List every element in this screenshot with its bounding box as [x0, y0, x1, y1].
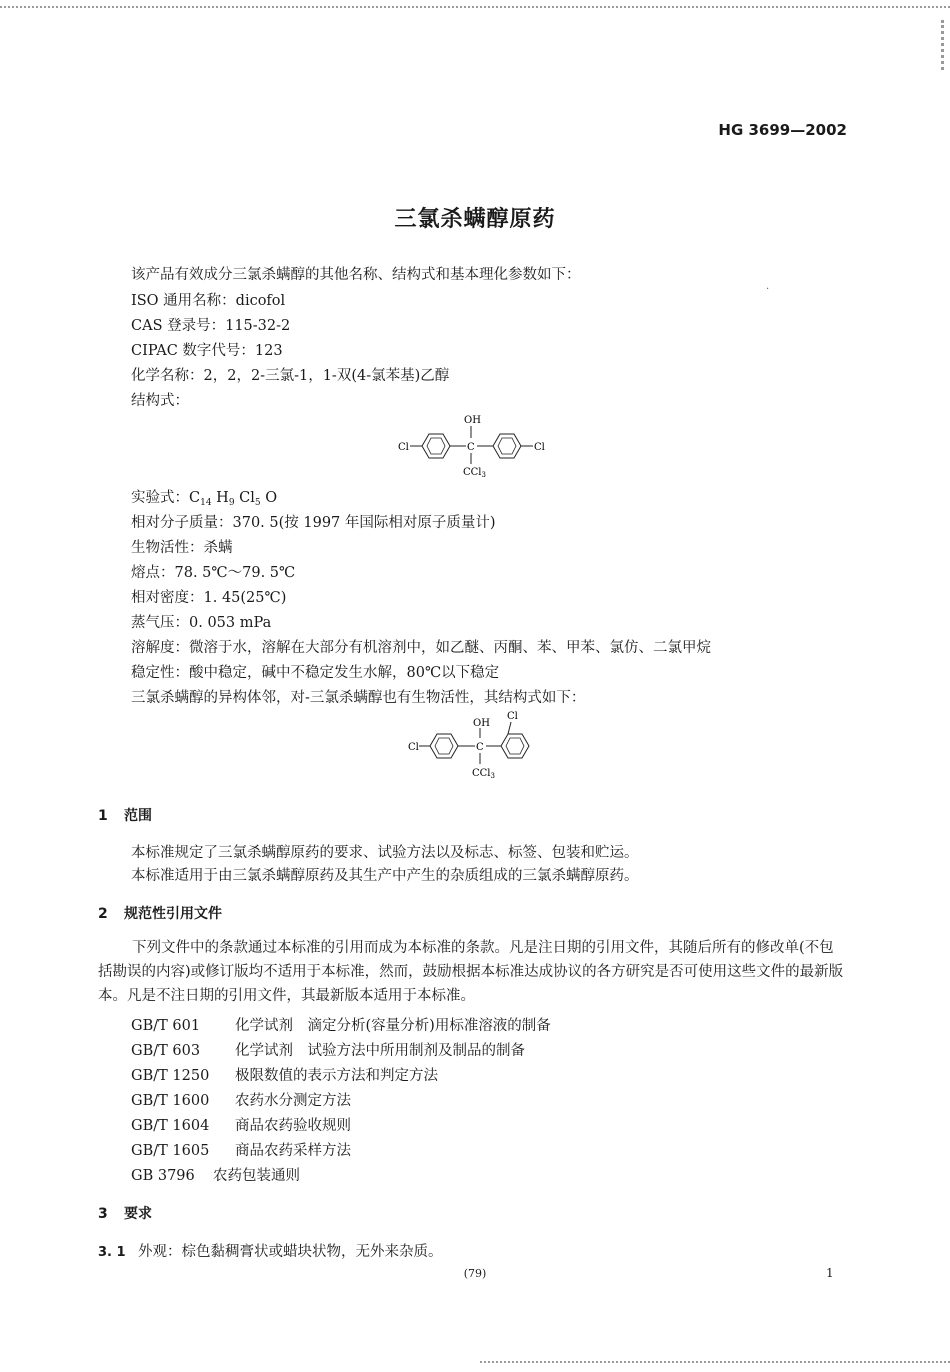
struct1-cl-right: Cl: [534, 442, 545, 453]
reference-item: [131, 1089, 351, 1110]
reference-code: GB/T 1250: [131, 1068, 210, 1084]
reference-title: 农药包装通则: [213, 1168, 300, 1184]
reference-code: GB/T 601: [131, 1018, 201, 1034]
struct1-ccl3-sub: 3: [481, 471, 486, 479]
relative-density: 相对密度：1. 45(25℃): [131, 590, 287, 606]
section-3-title: 要求: [124, 1206, 152, 1222]
reference-code: GB/T 1605: [131, 1143, 210, 1159]
reference-title: 商品农药验收规则: [235, 1118, 351, 1134]
scan-speck: ·: [766, 284, 770, 295]
chemical-name: 化学名称：2，2，2-三氯-1，1-双(4-氯苯基)乙醇: [131, 368, 450, 384]
molecular-mass: 相对分子质量：370. 5(按 1997 年国际相对原子质量计): [131, 515, 496, 531]
section-3-number: 3: [98, 1206, 108, 1222]
section-2-number: 2: [98, 906, 108, 922]
solubility: 溶解度：微溶于水，溶解在大部分有机溶剂中，如乙醚、丙酮、苯、甲苯、氯仿、二氯甲烷: [131, 640, 711, 656]
formula-o: O: [260, 490, 278, 506]
formula-cl: Cl: [234, 490, 255, 506]
struct1-carbon: C: [467, 442, 475, 453]
standard-code: HG 3699—2002: [718, 121, 847, 139]
struct2-cl-left: Cl: [408, 742, 419, 753]
reference-item: [131, 1039, 525, 1060]
scan-dotted-border-right: [941, 20, 944, 70]
scan-dotted-border-top: [0, 6, 950, 8]
section-2-heading: [98, 903, 222, 923]
bio-activity: 生物活性：杀螨: [131, 540, 233, 556]
struct2-oh: OH: [473, 718, 490, 729]
section-3-1-number: 3. 1: [98, 1245, 126, 1260]
page-number-center: (79): [463, 1267, 487, 1280]
empirical-formula: [131, 486, 277, 508]
svg-text:CCl3: [463, 467, 486, 479]
reference-code: GB/T 1604: [131, 1118, 210, 1134]
structure-label: 结构式：: [131, 393, 189, 409]
reference-title: 化学试剂 滴定分析(容量分析)用标准溶液的制备: [235, 1018, 551, 1034]
formula-c-sub: 14: [200, 498, 212, 508]
iso-name: ISO 通用名称：dicofol: [131, 293, 286, 309]
stability: 稳定性：酸中稳定，碱中不稳定发生水解，80℃以下稳定: [131, 665, 500, 681]
section-1-heading: [98, 805, 152, 825]
structure-formula-isomer: [403, 704, 553, 788]
melting-point: 熔点：78. 5℃～79. 5℃: [131, 565, 296, 581]
section-1-number: 1: [98, 808, 108, 824]
structure-formula-dicofol: [390, 410, 560, 484]
formula-cl-sub: 5: [254, 498, 261, 508]
section-1-paragraph-2: 本标准适用于由三氯杀螨醇原药及其生产中产生的杂质组成的三氯杀螨醇原药。: [131, 868, 639, 884]
struct1-cl-left: Cl: [398, 442, 409, 453]
struct1-oh: OH: [464, 415, 481, 426]
formula-h: H: [211, 490, 229, 506]
formula-label: 实验式：C: [131, 490, 201, 506]
svg-text:CCl3: [472, 768, 495, 780]
page-title: 三氯杀螨醇原药: [394, 207, 556, 232]
struct1-ccl3: CCl: [463, 467, 482, 478]
vapor-pressure: 蒸气压：0. 053 mPa: [131, 615, 272, 631]
reference-item: [131, 1139, 351, 1160]
reference-title: 极限数值的表示方法和判定方法: [235, 1068, 438, 1084]
reference-code: GB/T 1600: [131, 1093, 210, 1109]
struct2-cl-top: Cl: [507, 711, 518, 722]
section-1-paragraph-1: 本标准规定了三氯杀螨醇原药的要求、试验方法以及标志、标签、包装和贮运。: [131, 845, 639, 861]
section-3-heading: [98, 1203, 152, 1223]
formula-h-sub: 9: [228, 498, 235, 508]
struct2-ccl3-sub: 3: [490, 772, 495, 780]
struct2-ccl3: CCl: [472, 768, 491, 779]
struct2-carbon: C: [476, 742, 484, 753]
reference-item: [131, 1114, 351, 1135]
reference-item: [131, 1164, 300, 1185]
section-2-title: 规范性引用文件: [124, 906, 222, 922]
section-3-1-text: 外观：棕色黏稠膏状或蜡块状物，无外来杂质。: [138, 1244, 443, 1260]
reference-code: GB/T 603: [131, 1043, 201, 1059]
section-3-1-item: [98, 1240, 443, 1261]
cas-number: CAS 登录号：115-32-2: [131, 318, 291, 334]
page-number-right: 1: [826, 1266, 834, 1280]
reference-title: 农药水分测定方法: [235, 1093, 351, 1109]
reference-code: GB 3796: [131, 1168, 195, 1184]
intro-line: 该产品有效成分三氯杀螨醇的其他名称、结构式和基本理化参数如下：: [131, 267, 581, 283]
reference-item: [131, 1014, 551, 1035]
reference-item: [131, 1064, 438, 1085]
section-1-title: 范围: [124, 808, 152, 824]
reference-title: 化学试剂 试验方法中所用制剂及制品的制备: [235, 1043, 525, 1059]
section-2-paragraph: [98, 936, 848, 1008]
cipac-code: CIPAC 数字代号：123: [131, 343, 283, 359]
reference-title: 商品农药采样方法: [235, 1143, 351, 1159]
isomer-note: 三氯杀螨醇的异构体邻，对-三氯杀螨醇也有生物活性，其结构式如下：: [131, 690, 586, 706]
section-2-paragraph-text: 下列文件中的条款通过本标准的引用而成为本标准的条款。凡是注日期的引用文件，其随后所有的修改单(不包括勘误的内容)或修订版均不适用于本标准，然而，鼓励根据本标准达成协议的各方研究是否可使用这些文件的最新版本。凡是不注日期的引用文件，其最新版本适用于本标准。: [98, 940, 844, 1004]
scan-dotted-border-bottom: [480, 1361, 950, 1363]
